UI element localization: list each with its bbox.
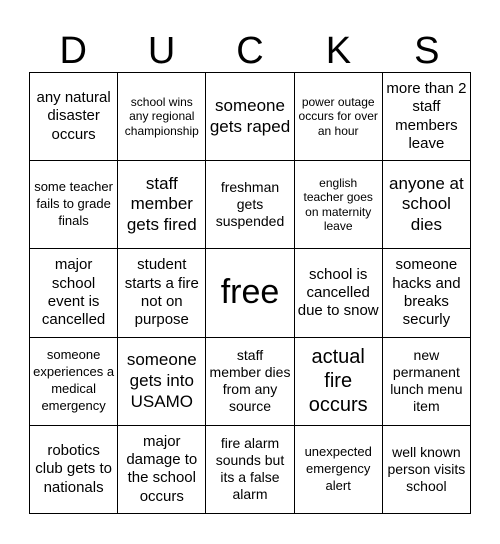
bingo-cell-r2c4[interactable]: english teacher goes on maternity leave <box>295 161 383 249</box>
bingo-cell-r5c5[interactable]: well known person visits school <box>383 426 471 514</box>
bingo-cell-r5c3[interactable]: fire alarm sounds but its a false alarm <box>206 426 294 514</box>
bingo-cell-r2c5[interactable]: anyone at school dies <box>383 161 471 249</box>
bingo-cell-r5c4[interactable]: unexpected emergency alert <box>295 426 383 514</box>
bingo-cell-r1c3[interactable]: someone gets raped <box>206 73 294 161</box>
bingo-cell-r5c1[interactable]: robotics club gets to nationals <box>30 426 118 514</box>
header-letter-s: S <box>414 30 440 72</box>
bingo-cell-r3c5[interactable]: someone hacks and breaks securly <box>383 249 471 337</box>
bingo-cell-r1c5[interactable]: more than 2 staff members leave <box>383 73 471 161</box>
bingo-cell-r5c2[interactable]: major damage to the school occurs <box>118 426 206 514</box>
header-letter-k: K <box>325 30 352 72</box>
header-letter-d: D <box>59 30 87 72</box>
header-letter-c: C <box>236 30 264 72</box>
bingo-cell-r4c1[interactable]: someone experiences a medical emergency <box>30 338 118 426</box>
bingo-cell-r2c3[interactable]: freshman gets suspended <box>206 161 294 249</box>
bingo-header <box>29 26 471 76</box>
bingo-cell-r1c1[interactable]: any natural disaster occurs <box>30 73 118 161</box>
bingo-cell-r3c4[interactable]: school is cancelled due to snow <box>295 249 383 337</box>
bingo-cell-r1c2[interactable]: school wins any regional championship <box>118 73 206 161</box>
bingo-grid <box>29 72 471 514</box>
bingo-cell-r3c2[interactable]: student starts a fire not on purpose <box>118 249 206 337</box>
bingo-cell-r2c2[interactable]: staff member gets fired <box>118 161 206 249</box>
bingo-cell-r3c1[interactable]: major school event is cancelled <box>30 249 118 337</box>
bingo-cell-r4c4[interactable]: actual fire occurs <box>295 338 383 426</box>
bingo-cell-r4c5[interactable]: new permanent lunch menu item <box>383 338 471 426</box>
bingo-cell-r1c4[interactable]: power outage occurs for over an hour <box>295 73 383 161</box>
bingo-cell-free[interactable]: free <box>206 249 294 337</box>
bingo-cell-r4c2[interactable]: someone gets into USAMO <box>118 338 206 426</box>
header-letter-u: U <box>147 30 176 72</box>
bingo-cell-r2c1[interactable]: some teacher fails to grade finals <box>30 161 118 249</box>
bingo-cell-r4c3[interactable]: staff member dies from any source <box>206 338 294 426</box>
